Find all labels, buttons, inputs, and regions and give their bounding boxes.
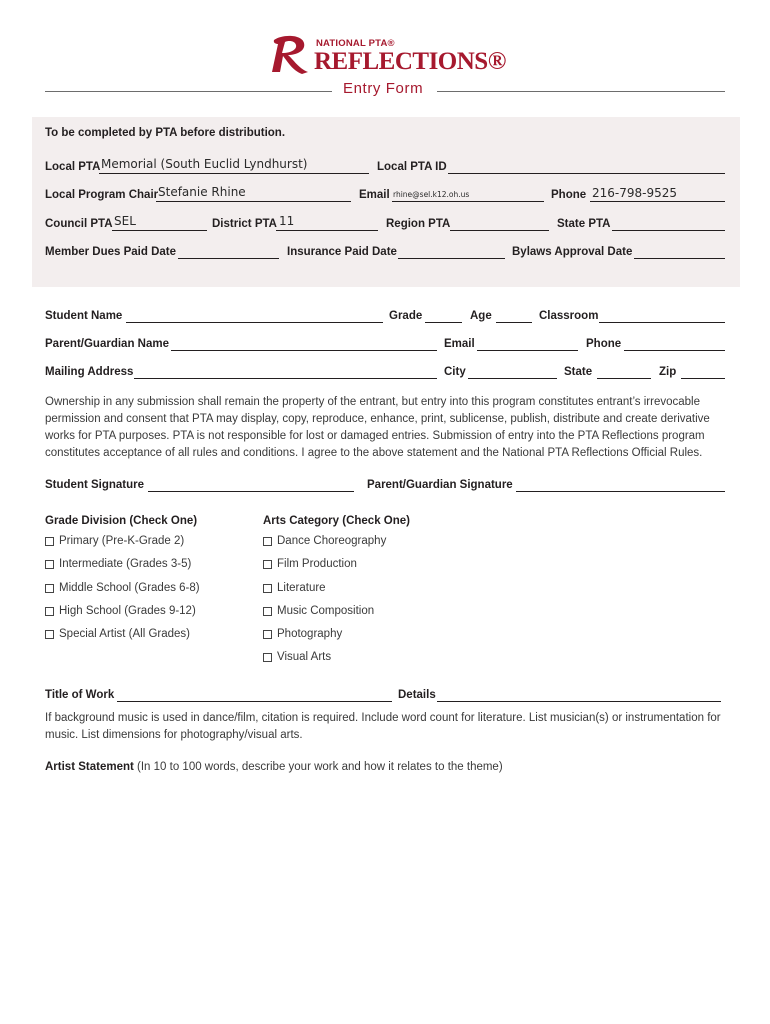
student-email-field[interactable] <box>477 350 578 351</box>
title-of-work-field[interactable] <box>117 701 392 702</box>
parent-signature-field[interactable] <box>516 491 725 492</box>
age-field[interactable] <box>496 322 532 323</box>
program-chair-label: Local Program Chair <box>45 189 159 201</box>
logo-program-text: REFLECTIONS® <box>314 48 506 75</box>
student-name-field[interactable] <box>126 322 383 323</box>
grade-option-high[interactable]: High School (Grades 9-12) <box>45 605 196 617</box>
logo-org-text: NATIONAL PTA® <box>316 38 395 49</box>
checkbox-icon[interactable] <box>263 537 272 546</box>
arts-option-literature[interactable]: Literature <box>263 582 326 594</box>
student-signature-label: Student Signature <box>45 479 145 491</box>
checkbox-icon[interactable] <box>45 560 54 569</box>
classroom-field[interactable] <box>599 322 725 323</box>
artist-statement-hint: (In 10 to 100 words, describe your work and how it relates to the theme) <box>137 761 503 773</box>
grade-label: Grade <box>389 310 423 322</box>
grade-option-middle[interactable]: Middle School (Grades 6-8) <box>45 582 200 594</box>
mailing-address-field[interactable] <box>134 378 437 379</box>
details-field[interactable] <box>437 701 721 702</box>
mailing-address-label: Mailing Address <box>45 366 134 378</box>
pta-phone-label: Phone <box>551 189 587 201</box>
title-rule-right <box>437 91 725 92</box>
reflections-r-monogram-icon <box>268 34 316 76</box>
grade-option-primary[interactable]: Primary (Pre-K-Grade 2) <box>45 535 184 547</box>
pta-phone-line <box>590 201 725 202</box>
age-label: Age <box>470 310 492 322</box>
grade-option-special[interactable]: Special Artist (All Grades) <box>45 628 190 640</box>
pta-email-line <box>392 201 544 202</box>
state-pta-label: State PTA <box>557 218 611 230</box>
pta-section-heading: To be completed by PTA before distribution. <box>45 127 286 139</box>
checkbox-icon[interactable] <box>263 630 272 639</box>
council-pta-field[interactable]: SEL <box>114 214 136 228</box>
checkbox-icon[interactable] <box>45 607 54 616</box>
form-title: Entry Form <box>343 80 424 97</box>
checkbox-icon[interactable] <box>263 560 272 569</box>
checkbox-icon[interactable] <box>45 584 54 593</box>
insurance-paid-field[interactable] <box>398 258 505 259</box>
pta-phone-field[interactable]: 216-798-9525 <box>592 186 678 200</box>
parent-name-field[interactable] <box>171 350 437 351</box>
student-name-label: Student Name <box>45 310 123 322</box>
checkbox-icon[interactable] <box>45 537 54 546</box>
state-field[interactable] <box>597 378 651 379</box>
student-signature-field[interactable] <box>148 491 354 492</box>
student-phone-label: Phone <box>586 338 622 350</box>
program-chair-line <box>156 201 351 202</box>
arts-option-dance[interactable]: Dance Choreography <box>263 535 386 547</box>
grade-option-intermediate[interactable]: Intermediate (Grades 3-5) <box>45 558 191 570</box>
background-music-note: If background music is used in dance/film, citation is required. Include word count for literature. List musician(s) or instrumentation for music. List dimensions for photography/visual arts. <box>45 712 721 741</box>
checkbox-icon[interactable] <box>263 653 272 662</box>
checkbox-icon[interactable] <box>263 584 272 593</box>
local-pta-field[interactable]: Memorial (South Euclid Lyndhurst) <box>101 157 308 171</box>
dues-paid-label: Member Dues Paid Date <box>45 246 177 258</box>
grade-division-heading: Grade Division (Check One) <box>45 515 198 527</box>
bylaws-approval-field[interactable] <box>634 258 725 259</box>
local-pta-id-field[interactable] <box>448 173 725 174</box>
insurance-paid-label: Insurance Paid Date <box>287 246 397 258</box>
details-label: Details <box>398 689 436 701</box>
zip-field[interactable] <box>681 378 725 379</box>
city-label: City <box>444 366 466 378</box>
title-rule-left <box>45 91 332 92</box>
parent-name-label: Parent/Guardian Name <box>45 338 169 350</box>
arts-category-heading: Arts Category (Check One) <box>263 515 410 527</box>
district-pta-field[interactable]: 11 <box>279 214 295 228</box>
region-pta-field[interactable] <box>450 230 549 231</box>
district-pta-label: District PTA <box>212 218 277 230</box>
region-pta-label: Region PTA <box>386 218 451 230</box>
city-field[interactable] <box>468 378 557 379</box>
artist-statement-area[interactable] <box>45 782 725 1002</box>
program-chair-field[interactable]: Stefanie Rhine <box>158 185 246 199</box>
student-phone-field[interactable] <box>624 350 725 351</box>
checkbox-icon[interactable] <box>263 607 272 616</box>
council-pta-line <box>112 230 207 231</box>
reflections-logo <box>268 34 508 76</box>
district-pta-line <box>276 230 378 231</box>
grade-field[interactable] <box>425 322 462 323</box>
student-email-label: Email <box>444 338 475 350</box>
local-pta-label: Local PTA <box>45 161 101 173</box>
state-pta-field[interactable] <box>612 230 725 231</box>
local-pta-id-label: Local PTA ID <box>377 161 447 173</box>
arts-option-photography[interactable]: Photography <box>263 628 342 640</box>
state-label: State <box>564 366 593 378</box>
parent-signature-label: Parent/Guardian Signature <box>367 479 513 491</box>
bylaws-approval-label: Bylaws Approval Date <box>512 246 633 258</box>
classroom-label: Classroom <box>539 310 599 322</box>
pta-email-label: Email <box>359 189 390 201</box>
council-pta-label: Council PTA <box>45 218 113 230</box>
checkbox-icon[interactable] <box>45 630 54 639</box>
pta-info-panel <box>32 117 740 287</box>
artist-statement-label: Artist Statement <box>45 761 134 773</box>
ownership-statement: Ownership in any submission shall remain the property of the entrant, but entry into this program constitutes entrant’s irrevocable permission and consent that PTA may display, copy, reproduce, enhance, print, sublicense, publish, distribute and create derivative works for PTA purposes. PTA is not responsible for lost or damaged entries. Submission of entry into the PTA Reflections program constitutes acceptance of all rules and conditions. I agree to the above statement and the National PTA Reflections Official Rules. <box>45 396 710 459</box>
arts-option-music[interactable]: Music Composition <box>263 605 374 617</box>
zip-label: Zip <box>659 366 677 378</box>
dues-paid-field[interactable] <box>178 258 279 259</box>
local-pta-line <box>99 173 369 174</box>
pta-email-field[interactable]: rhine@sel.k12.oh.us <box>393 190 470 199</box>
arts-option-visual-arts[interactable]: Visual Arts <box>263 651 331 663</box>
artist-statement-row <box>45 761 503 773</box>
arts-option-film[interactable]: Film Production <box>263 558 357 570</box>
title-of-work-label: Title of Work <box>45 689 115 701</box>
